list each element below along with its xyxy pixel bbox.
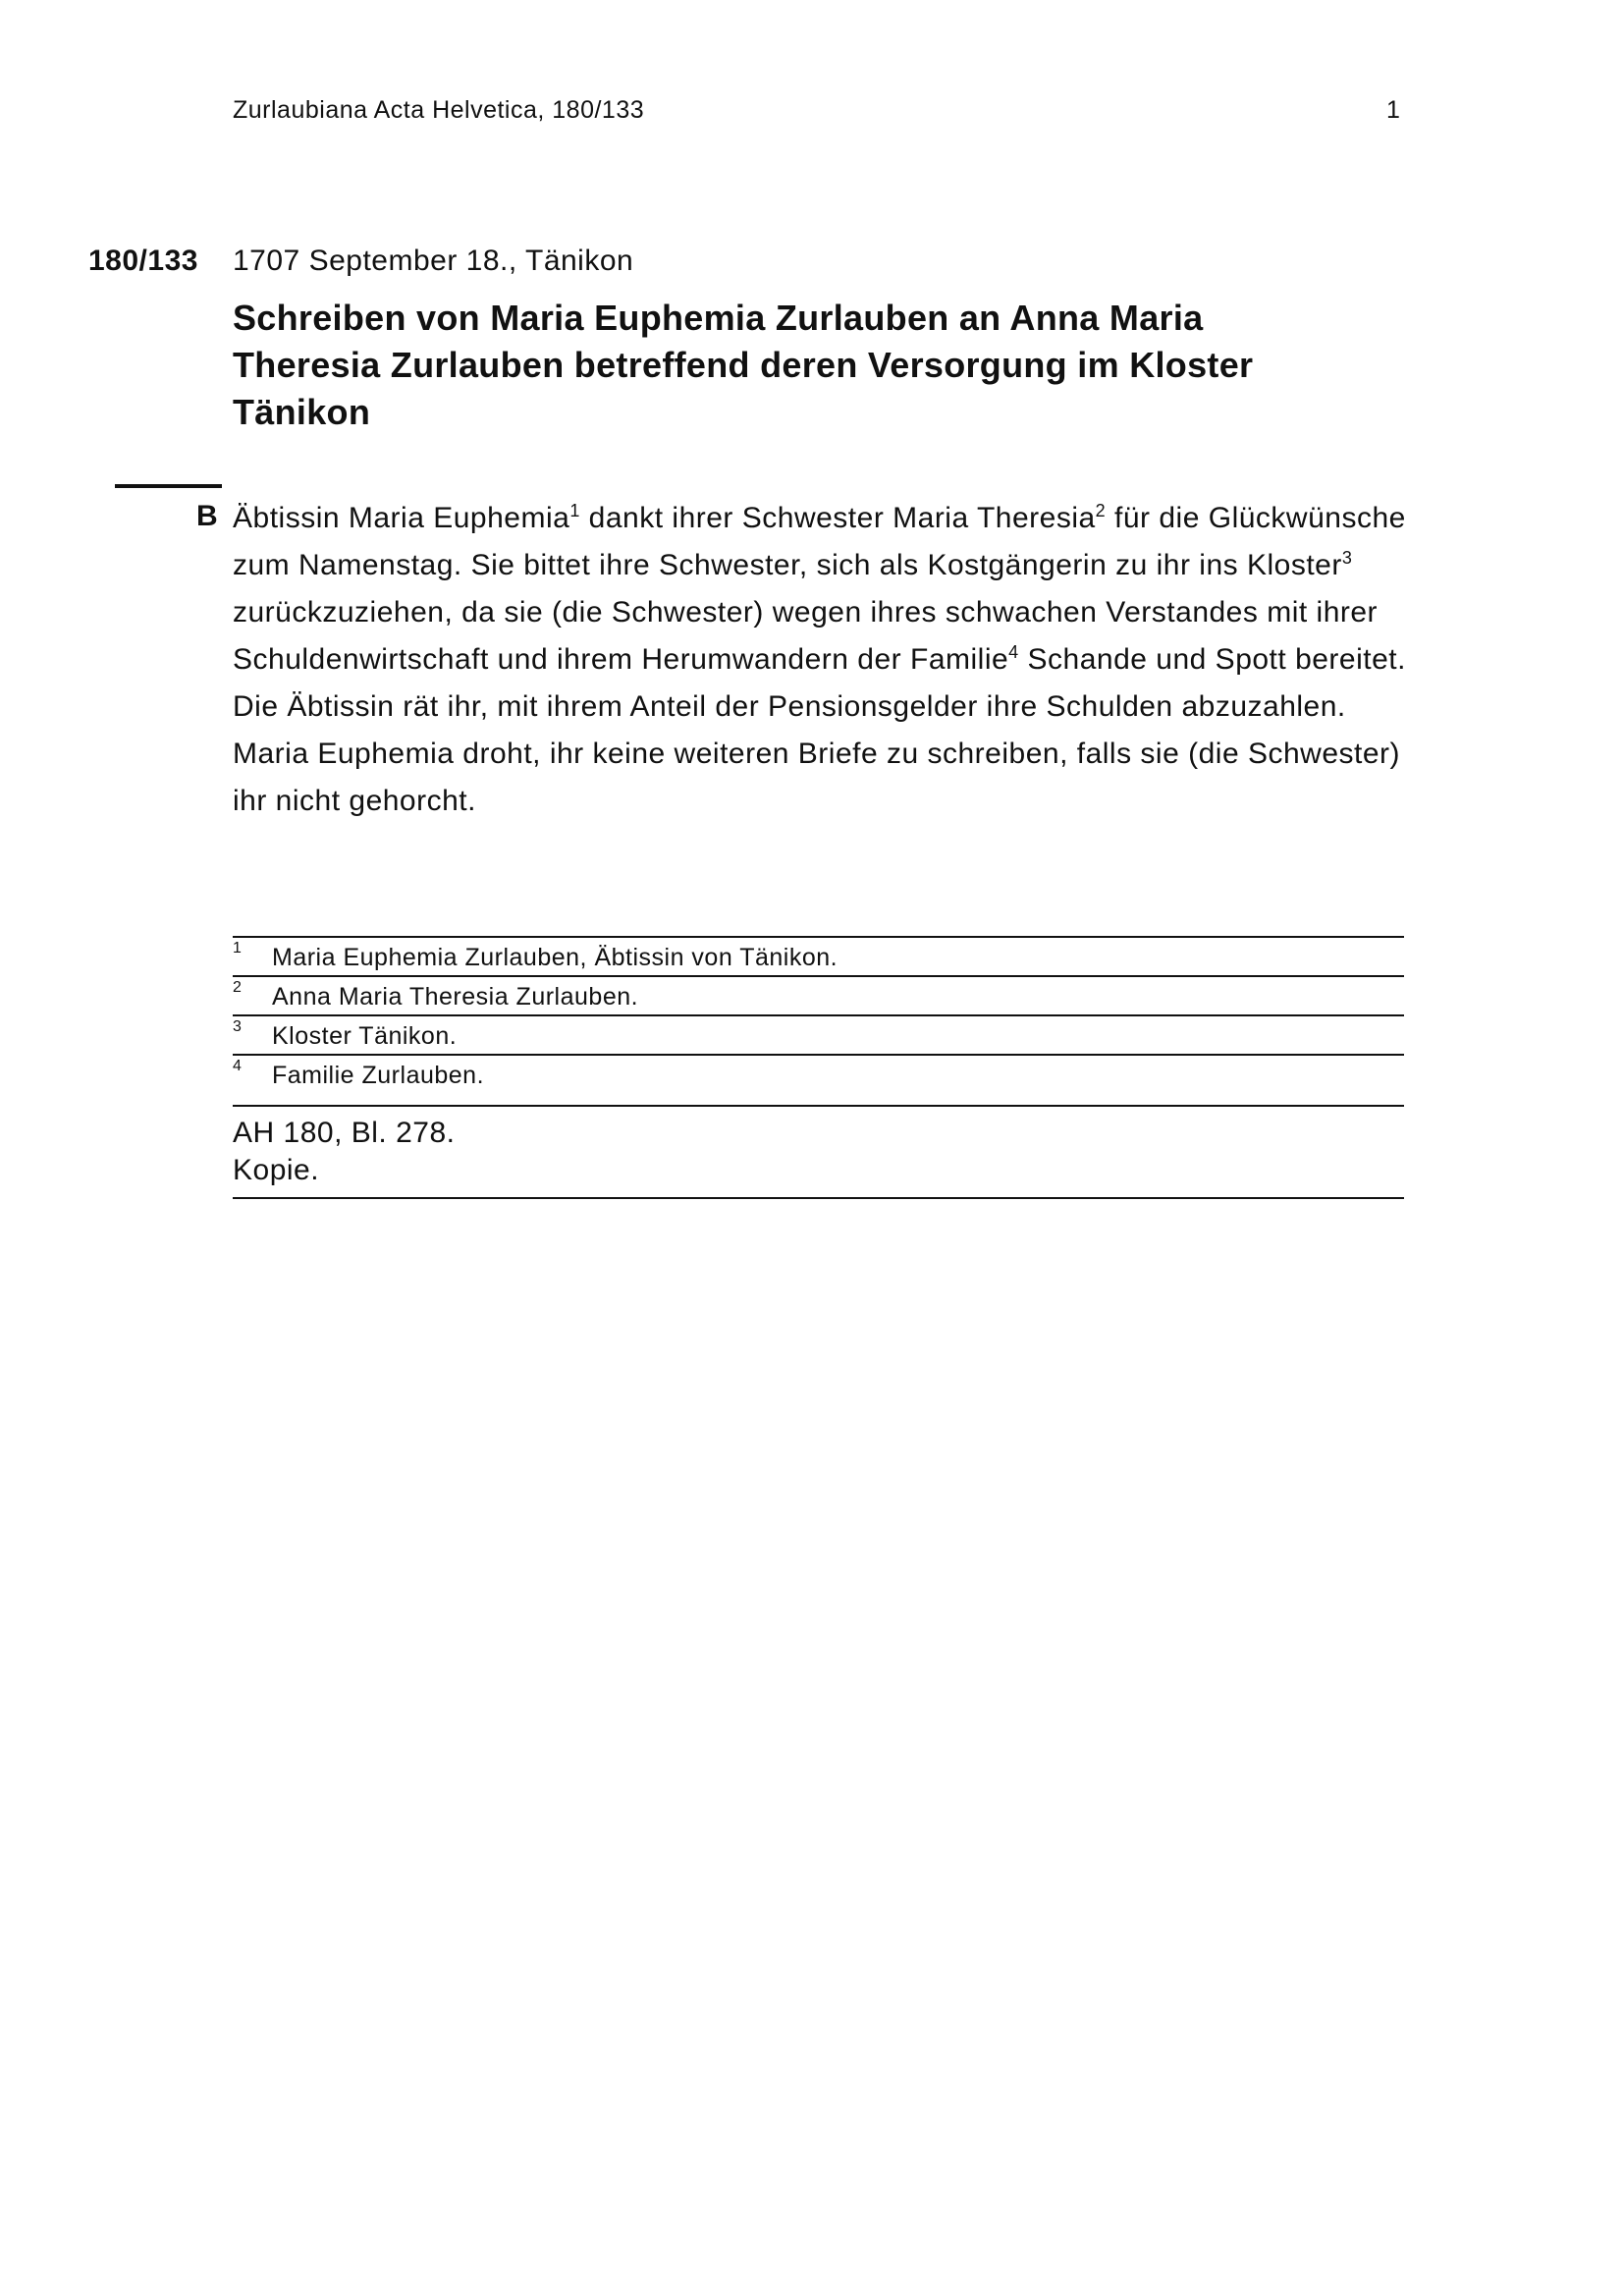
abstract-paragraph: Maria Euphemia droht, ihr keine weiteren Briefe zu schreiben, falls sie (die Schwester) ihr nicht gehorcht.: [233, 738, 1401, 817]
abstract-text: zurückzuziehen, da sie (die Schwester) wegen ihres schwachen Verstandes mit ihrer Schuldenwirtschaft und ihrem Herumwandern der Familie: [233, 596, 1379, 676]
abstract-text: für die Glückwünsche zum Namenstag. Sie bittet ihre Schwester, sich als Kostgängerin zu ihr ins Kloster: [233, 502, 1406, 581]
footnote-text: Anna Maria Theresia Zurlauben.: [272, 983, 639, 1011]
footnote-ref[interactable]: 4: [1008, 642, 1019, 662]
footnote-number: 2: [233, 979, 243, 996]
document-number: 180/133: [88, 245, 198, 277]
footnote: [233, 1054, 1404, 1093]
source-block: [233, 1105, 1404, 1199]
source-note: Kopie.: [233, 1154, 320, 1186]
footnote-text: Kloster Tänikon.: [272, 1022, 458, 1050]
section-letter: B: [196, 500, 218, 532]
footnote: [233, 1014, 1404, 1054]
footnote-text: Familie Zurlauben.: [272, 1062, 485, 1089]
abstract-text: dankt ihrer Schwester Maria Theresia: [579, 502, 1096, 534]
footnote-number: 4: [233, 1058, 243, 1074]
footnote-ref[interactable]: 2: [1095, 501, 1107, 520]
footnote-ref[interactable]: 3: [1341, 548, 1353, 568]
footnote: [233, 936, 1404, 975]
footnote-ref[interactable]: 1: [569, 501, 580, 520]
page-number: 1: [1386, 96, 1400, 124]
footnote: [233, 975, 1404, 1014]
footnote-number: 1: [233, 940, 243, 957]
running-title: Zurlaubiana Acta Helvetica, 180/133: [233, 96, 645, 124]
source-shelfmark: AH 180, Bl. 278.: [233, 1117, 456, 1149]
abstract-paragraph: [233, 495, 1411, 731]
document-title: Schreiben von Maria Euphemia Zurlauben an Anna Maria Theresia Zurlauben betreffend deren Versorgung im Kloster Tänikon: [233, 298, 1254, 432]
section-divider: [115, 484, 222, 488]
footnote-number: 3: [233, 1018, 243, 1035]
abstract: [233, 495, 1411, 825]
abstract-text: Äbtissin Maria Euphemia: [233, 502, 570, 534]
footnote-text: Maria Euphemia Zurlauben, Äbtissin von Tänikon.: [272, 944, 839, 971]
abstract-text: Schande und Spott bereitet. Die Äbtissin rät ihr, mit ihrem Anteil der Pensionsgelder ihre Schulden abzuzahlen.: [233, 643, 1406, 723]
document-date-place: 1707 September 18., Tänikon: [233, 245, 634, 277]
footnotes: [233, 936, 1404, 1093]
